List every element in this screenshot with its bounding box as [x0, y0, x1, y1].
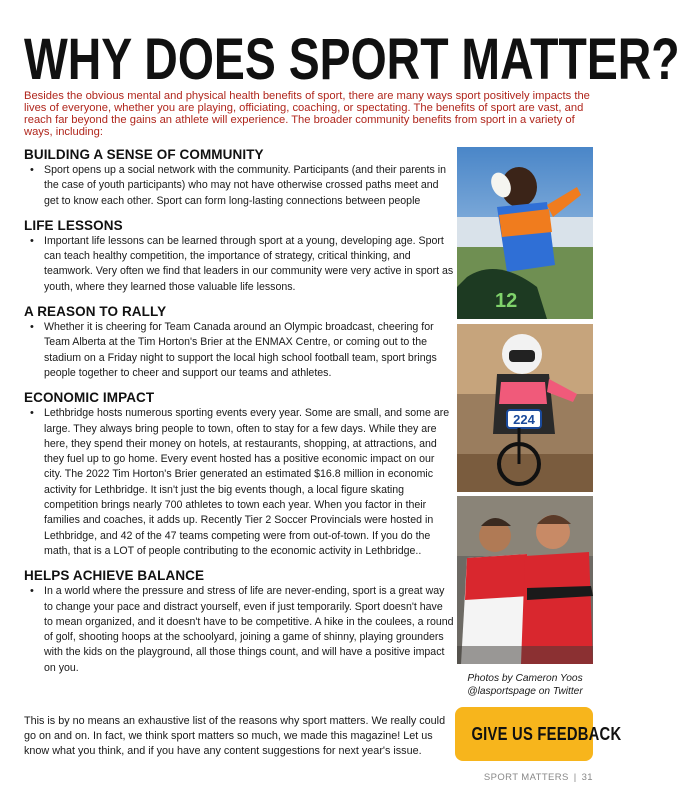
bmx-photo: [457, 324, 593, 492]
photo-credit-line: Photos by Cameron Yoos: [467, 673, 583, 684]
section-bullet: • In a world where the pressure and stress of life are never-ending, sport is a great way to change your pace and distract yourself, even if just temporarily. Sport doesn't have to mean organized, and it doesn't have to be competitive. A hike in the coulees, a round of golf, shooting hoops at the schoolyard, joining a game of shinny, playing grounders with the kids on the playground, all those things count, and will have a positive impact on you.: [30, 584, 454, 676]
section-bullet: • Sport opens up a social network with the community. Participants (and their parents in the case of youth participants) who may not have otherwise crossed paths meet and get to know each other. Sport can form long-lasting connections between people: [30, 163, 454, 209]
section-balance: [24, 567, 454, 676]
section-heading: BUILDING A SENSE OF COMMUNITY: [24, 147, 264, 162]
rugby-jersey-number: 12: [495, 290, 518, 312]
bmx-plate-number: 224: [513, 412, 535, 427]
rugby-photo: [457, 147, 593, 319]
section-economic-impact: [24, 389, 454, 559]
give-feedback-label: GIVE US FEEDBACK: [471, 723, 622, 744]
baseball-photo: [457, 496, 593, 664]
section-bullet: • Important life lessons can be learned through sport at a young, developing age. Sport can teach healthy competition, the importance of strategy, critical thinking, and teamwork. Very often we find that leaders in our community were very active in sport as youth, where they learned those valuable life lessons.: [30, 234, 454, 295]
footer-separator: |: [573, 772, 577, 783]
article-body: [24, 146, 454, 684]
section-heading: A REASON TO RALLY: [24, 304, 167, 320]
footer-publication: SPORT MATTERS: [483, 772, 569, 783]
photo-credit: [457, 672, 593, 698]
section-heading: ECONOMIC IMPACT: [24, 390, 155, 406]
page-number: 31: [581, 772, 593, 783]
page-title: WHY DOES SPORT MATTER?: [24, 27, 680, 92]
section-heading: LIFE LESSONS: [24, 217, 123, 233]
intro-paragraph: Besides the obvious mental and physical health benefits of sport, there are many ways sport positively impacts the lives of everyone, whether you are playing, officiating, coaching, or spectating. The benefits of sport are vast, and reach far beyond the gains an athlete will experience. The broader community benefits from sport in a variety of ways, including:: [24, 90, 590, 138]
section-bullet: • Whether it is cheering for Team Canada around an Olympic broadcast, cheering for Team Alberta at the Tim Horton's Brier at the ENMAX Centre, or coming out to the stadium on a Friday night to support the local high school football team, sport brings people together to cheer and support our teams and athletes.: [30, 320, 454, 381]
section-community: [24, 146, 454, 209]
give-feedback-button[interactable]: [455, 707, 622, 761]
section-rally: [24, 303, 454, 381]
closing-paragraph: This is by no means an exhaustive list of the reasons why sport matters. We really could go on and on. In fact, we think sport matters so much, we made this magazine! Let us know what you think, and if you have any content suggestions for next year's issue.: [24, 715, 446, 757]
page-footer: [484, 772, 593, 783]
section-heading: HELPS ACHIEVE BALANCE: [24, 568, 205, 584]
photo-credit-handle: @lasportspage on Twitter: [467, 686, 583, 697]
section-bullet: • Lethbridge hosts numerous sporting events every year. Some are small, and some are large. They always bring people to town, often to stay for a few days. While they are here, they spend their money on hotels, at restaurants, shopping, at attractions, and they fuel up to go home. Every event hosted has a positive economic impact on our city. The 2022 Tim Horton's Brier generated an estimated $16.8 million in economic activity for Lethbridge. It isn't just the big events though, a local figure skating competition brings nearly 700 athletes to town each year. When you factor in their families and coaches, it adds up. Recently Tier 2 Soccer Provincials were hosted in Lethbridge, and 42 of the 47 teams competing were from out-of-town. If you do the math, that is a LOT of people contributing to the economic activity in Lethbridge..: [30, 406, 454, 559]
section-life-lessons: [24, 217, 454, 295]
